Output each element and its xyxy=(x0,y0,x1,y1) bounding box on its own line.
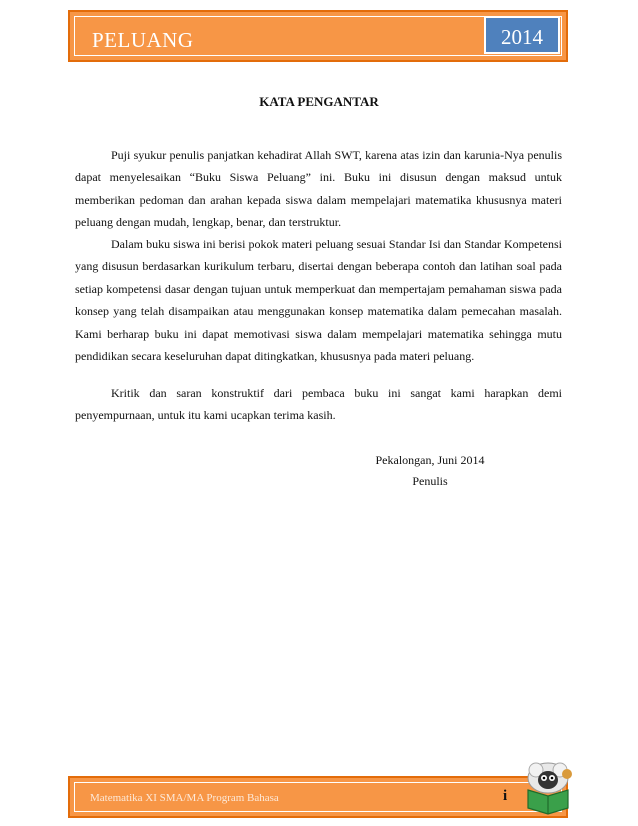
reading-sheep-icon xyxy=(518,756,578,816)
place-date: Pekalongan, Juni 2014 xyxy=(375,453,485,467)
page-footer xyxy=(68,776,568,818)
header-year-box xyxy=(484,16,560,54)
page-number: i xyxy=(503,788,508,804)
paragraph-2 xyxy=(75,233,562,367)
header-title: PELUANG xyxy=(92,28,194,52)
paragraph-2-text: Dalam buku siswa ini berisi pokok materi peluang sesuai Standar Isi dan Standar Kompetensi yang disusun berdasarkan kurikulum terbaru, disertai dengan beberapa contoh dan latihan soal pada setiap kompetensi dasar dengan tujuan untuk memperkuat dan mempertajam pemahaman siswa pada konsep yang telah disampaikan atau menggunakan konsep matematika dalam pemecahan masalah. Kami berharap buku ini dapat memotivasi siswa dalam mempelajari matematika sehingga mutu pendidikan secara keseluruhan dapat ditingkatkan, khususnya pada materi peluang. xyxy=(75,237,562,364)
paragraph-1-text: Puji syukur penulis panjatkan kehadirat Allah SWT, karena atas izin dan karunia-Nya penulis dapat menyelesaikan “Buku Siswa Peluang” ini. Buku ini disusun dengan maksud untuk memberikan pedoman dan arahan kepada siswa dalam mempelajari matematika khususnya materi peluang dengan mudah, lengkap, benar, dan terstruktur. xyxy=(75,148,562,230)
document-title: KATA PENGANTAR xyxy=(259,94,379,109)
author-signature: Penulis xyxy=(412,474,448,488)
page-header xyxy=(68,10,568,62)
paragraph-1 xyxy=(75,144,562,234)
footer-text: Matematika XI SMA/MA Program Bahasa xyxy=(90,792,279,804)
paragraph-3-text: Kritik dan saran konstruktif dari pembaca buku ini sangat kami harapkan demi penyempurnaan, untuk itu kami ucapkan terima kasih. xyxy=(75,386,562,423)
paragraph-3 xyxy=(75,382,562,427)
header-year: 2014 xyxy=(501,25,543,49)
